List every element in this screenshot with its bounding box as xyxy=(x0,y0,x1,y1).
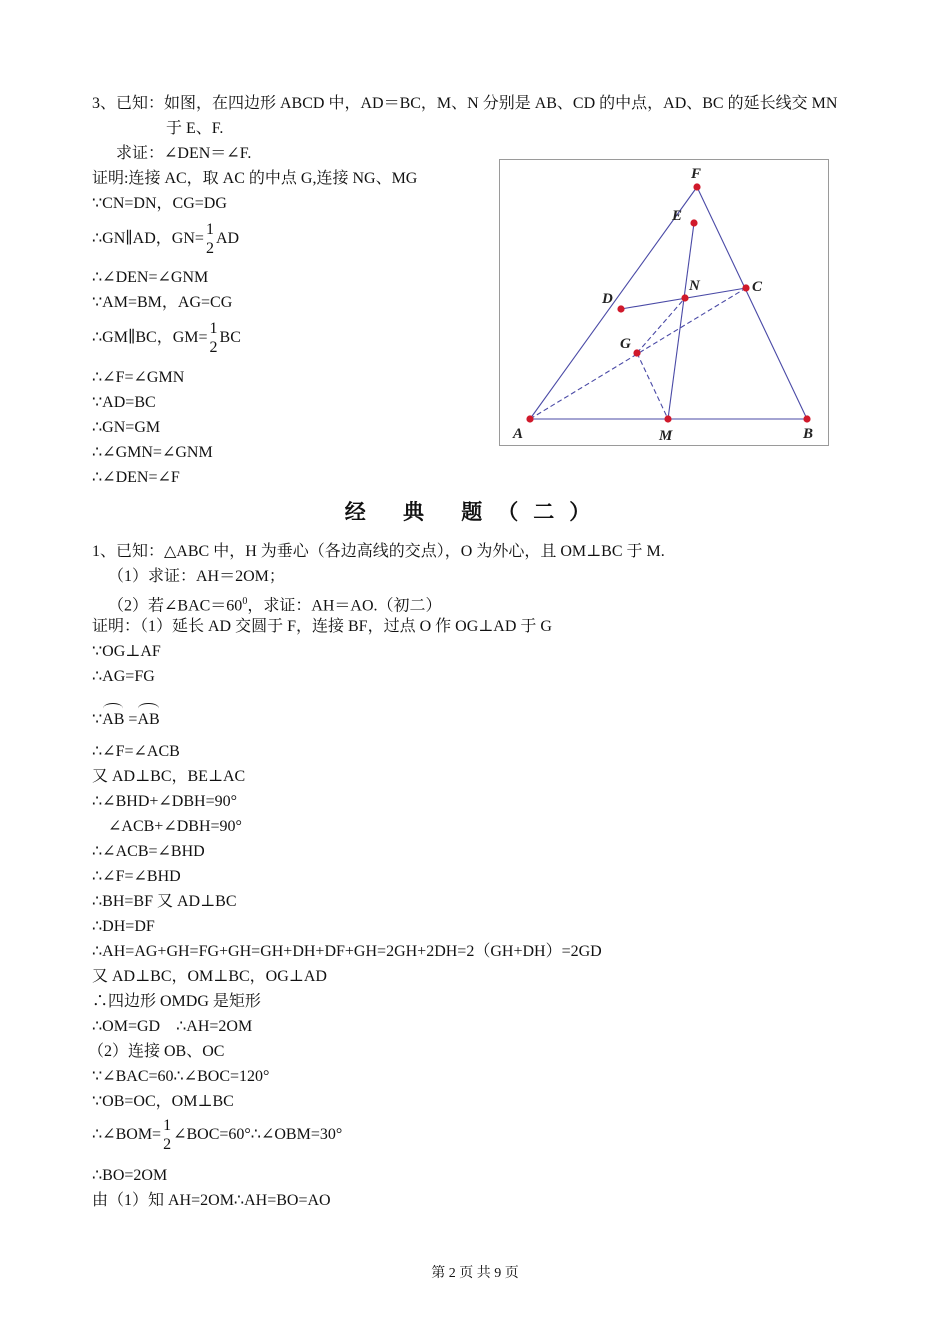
point-c xyxy=(742,284,749,291)
arc-ab: AB xyxy=(102,708,124,730)
problem1-proof-line: 由（1）知 AH=2OM∴AH=BO=AO xyxy=(92,1192,331,1209)
fraction xyxy=(210,319,218,357)
text: （2）若∠BAC＝60 xyxy=(108,597,243,615)
point-m xyxy=(664,415,671,422)
text: BC xyxy=(219,329,241,346)
problem3-statement-line2: 于 E、F. xyxy=(166,120,224,137)
problem1-proof-line: ∴∠ACB=∠BHD xyxy=(92,843,205,860)
problem1-proof-line: ∴BH=BF 又 AD⊥BC xyxy=(92,893,237,910)
problem1-proof-line: 证明：（1）延长 AD 交圆于 F，连接 BF，过点 O 作 OG⊥AD 于 G xyxy=(92,618,552,635)
problem1-proof-line-fraction xyxy=(92,1111,342,1159)
label-d: D xyxy=(602,291,613,307)
problem1-proof-line: ∵OG⊥AF xyxy=(92,643,161,660)
problem3-proof-line-fraction xyxy=(92,314,241,362)
problem1-proof-line: ∴∠BHD+∠DBH=90° xyxy=(92,793,237,810)
text: ∴GM∥BC，GM= xyxy=(92,329,208,346)
problem1-proof-line: ∴∠F=∠BHD xyxy=(92,868,181,885)
problem3-proof-line: ∴∠F=∠GMN xyxy=(92,369,185,386)
text: ∴GN∥AD，GN= xyxy=(92,230,204,247)
problem3-proof-line: ∴∠DEN=∠F xyxy=(92,469,180,486)
text: AD xyxy=(215,230,240,247)
problem1-proof-line: ∴四边形 OMDG 是矩形 xyxy=(92,993,261,1010)
point-e xyxy=(690,219,697,226)
problem3-proof-line: 证明:连接 AC，取 AC 的中点 G,连接 NG、MG xyxy=(92,170,418,187)
label-c: C xyxy=(752,279,763,295)
text: ∠BOC=60°∴∠OBM=30° xyxy=(173,1126,343,1143)
problem3-proof-line: ∴∠GMN=∠GNM xyxy=(92,444,213,461)
fraction-numerator: 1 xyxy=(205,221,214,239)
problem1-proof-line: ∴DH=DF xyxy=(92,918,155,935)
label-b: B xyxy=(803,426,814,442)
section-title: 经 典 题（二） xyxy=(344,499,606,524)
point-d xyxy=(617,305,624,312)
problem3-proof-line: ∵AD=BC xyxy=(92,394,156,411)
text: ∴∠BOM= xyxy=(92,1126,162,1143)
problem3-prove: 求证：∠DEN＝∠F. xyxy=(116,145,252,162)
problem1-proof-line-arcs xyxy=(92,708,160,730)
problem1-proof-line: ∴BO=2OM xyxy=(92,1167,168,1184)
problem1-proof-line: ∴AH=AG+GH=FG+GH=GH+DH+DF+GH=2GH+2DH=2（GH+DH）=2GD xyxy=(92,943,602,960)
problem3-statement-line1: 3、已知：如图，在四边形 ABCD 中，AD＝BC，M、N 分别是 AB、CD 的中点，AD、BC 的延长线交 MN xyxy=(92,95,838,112)
text: = xyxy=(124,711,138,728)
fraction-denominator: 2 xyxy=(163,1136,172,1154)
superscript: 0 xyxy=(242,596,248,607)
problem1-proof-line: ∴OM=GD ∴AH=2OM xyxy=(92,1018,253,1035)
figure-border xyxy=(500,160,829,446)
problem1-proof-line: ∵OB=OC，OM⊥BC xyxy=(92,1093,234,1110)
text: ∵ xyxy=(92,711,103,728)
label-g: G xyxy=(620,336,631,352)
label-e: E xyxy=(672,208,683,224)
geometry-figure xyxy=(499,159,829,447)
label-m: M xyxy=(659,428,673,444)
problem3-proof-line: ∴GN=GM xyxy=(92,419,161,436)
problem3-proof-line: ∴∠DEN=∠GNM xyxy=(92,269,209,286)
fraction xyxy=(163,1116,171,1154)
label-n: N xyxy=(689,278,700,294)
fraction-denominator: 2 xyxy=(209,339,218,357)
problem1-proof-line: （2）连接 OB、OC xyxy=(88,1043,225,1060)
label-a: A xyxy=(513,426,524,442)
problem1-proof-line: ∠ACB+∠DBH=90° xyxy=(108,818,242,835)
problem1-part1: （1）求证：AH＝2OM； xyxy=(108,568,285,585)
point-g xyxy=(633,349,640,356)
arc-ab: AB xyxy=(137,708,159,730)
fraction-denominator: 2 xyxy=(205,240,214,258)
point-f xyxy=(693,183,700,190)
problem1-proof-line: ∴∠F=∠ACB xyxy=(92,743,180,760)
problem1-proof-line: ∵∠BAC=60∴∠BOC=120° xyxy=(92,1068,270,1085)
point-a xyxy=(526,415,533,422)
problem1-statement: 1、已知：△ABC 中，H 为垂心（各边高线的交点），O 为外心，且 OM⊥BC 于 M. xyxy=(92,543,665,560)
problem1-proof-line: 又 AD⊥BC，BE⊥AC xyxy=(92,768,246,785)
problem1-part2 xyxy=(108,592,442,616)
problem1-proof-line: ∴AG=FG xyxy=(92,668,155,685)
page-footer: 第 2 页 共 9 页 xyxy=(431,1266,519,1281)
problem3-proof-line-fraction xyxy=(92,215,239,263)
problem3-proof-line: ∵CN=DN，CG=DG xyxy=(92,195,227,212)
fraction xyxy=(206,220,214,258)
text: ，求证：AH＝AO.（初二） xyxy=(247,597,442,615)
fraction-numerator: 1 xyxy=(163,1117,172,1135)
problem3-proof-line: ∵AM=BM，AG=CG xyxy=(92,294,233,311)
label-f: F xyxy=(691,166,702,182)
point-n xyxy=(681,294,688,301)
fraction-numerator: 1 xyxy=(209,320,218,338)
point-b xyxy=(803,415,810,422)
problem1-proof-line: 又 AD⊥BC，OM⊥BC，OG⊥AD xyxy=(92,968,327,985)
